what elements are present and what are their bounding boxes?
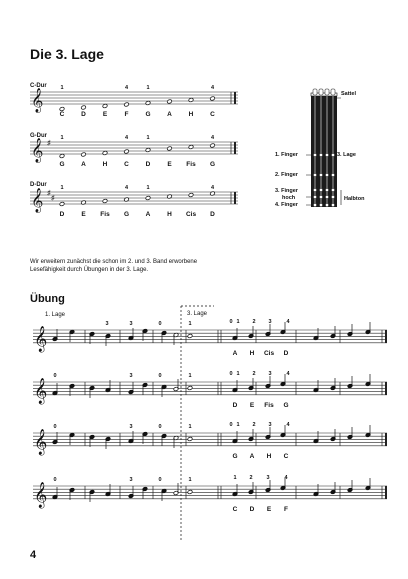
finger-position-dot <box>319 188 322 191</box>
scale-key-g: G-Dur <box>30 133 47 139</box>
finger-position-dot <box>325 188 328 191</box>
exercise-finger-number: 0 <box>53 477 57 483</box>
finger-position-dot <box>331 173 334 176</box>
exercise-note-name: D <box>249 506 255 513</box>
treble-clef-icon: 𝄞 <box>34 481 48 508</box>
scale-finger-number: 1 <box>60 85 64 91</box>
finger-position-dot <box>319 153 322 156</box>
scale-note <box>145 101 150 106</box>
finger-position-dot <box>325 153 328 156</box>
scale-note-name: C <box>124 161 129 168</box>
scale-note <box>167 99 172 104</box>
treble-clef-icon: 𝄞 <box>31 88 44 112</box>
exercise-note-name: A <box>249 453 255 460</box>
scale-note-name: A <box>81 161 86 168</box>
scale-finger-number: 1 <box>60 185 64 191</box>
scale-note-name: D <box>145 161 151 168</box>
scale-note-name: F <box>124 111 129 118</box>
finger-position-dot <box>319 173 322 176</box>
exercise-finger-number: 2 <box>252 371 256 377</box>
scale-note <box>188 145 193 150</box>
scale-finger-number: 4 <box>124 135 129 141</box>
scale-finger-number: 4 <box>210 135 215 141</box>
treble-clef-icon: 𝄞 <box>34 428 48 455</box>
scale-note-name: C <box>210 111 215 118</box>
exercise-note-name: G <box>283 402 289 409</box>
exercise-finger-number: 3 <box>266 475 270 481</box>
treble-clef-icon: 𝄞 <box>34 377 48 404</box>
scale-key-d: D-Dur <box>30 182 47 188</box>
fingerboard-sattel-label: Sattel <box>341 91 356 97</box>
scale-finger-number: 4 <box>210 185 215 191</box>
exercise-note <box>187 437 192 442</box>
scale-note-name: Cis <box>185 211 197 218</box>
exercise-note-name: E <box>266 506 272 513</box>
scale-note-name: D <box>81 111 86 118</box>
exercise-finger-number: 1 <box>188 424 192 430</box>
exercise-note-name: D <box>283 350 289 357</box>
string-peg <box>313 89 317 95</box>
finger-position-dot <box>313 203 316 206</box>
scale-note <box>188 193 193 198</box>
exercise-note-name: C <box>232 506 238 513</box>
exercise-finger-number: 0 <box>158 424 162 430</box>
string-peg <box>319 89 323 95</box>
exercise-note-name: H <box>249 350 255 357</box>
finger-position-dot <box>331 203 334 206</box>
scale-note <box>81 152 86 157</box>
exercise-finger-number: 3 <box>129 373 133 379</box>
finger-position-dot <box>319 203 322 206</box>
scale-note <box>210 143 215 148</box>
exercise-title: Übung <box>30 293 65 305</box>
exercise-finger-number: 4 <box>286 371 290 377</box>
finger-position-dot <box>331 188 334 191</box>
exercise-finger-number: 4 <box>286 319 290 325</box>
finger-position-dot <box>319 195 322 198</box>
page-title: Die 3. Lage <box>30 46 104 62</box>
exercise-finger-number: 1 <box>236 371 240 377</box>
exercise-finger-number: 0 <box>158 373 162 379</box>
lage1-label: 1. Lage <box>45 312 66 318</box>
exercise-finger-number: 0 <box>229 371 233 377</box>
scale-finger-number: 1 <box>146 85 150 91</box>
sharp-icon: ♯ <box>47 190 51 197</box>
scale-note-name: Fis <box>100 211 110 218</box>
scale-note-name: G <box>145 111 151 118</box>
scale-note <box>59 202 64 207</box>
scale-note-name: G <box>59 161 65 168</box>
treble-clef-icon: 𝄞 <box>34 325 48 352</box>
exercise-finger-number: 1 <box>188 321 192 327</box>
scale-finger-number: 1 <box>146 185 150 191</box>
exercise-finger-number: 3 <box>268 319 272 325</box>
finger-position-dot <box>325 203 328 206</box>
exercise-note-name: H <box>266 453 272 460</box>
finger-position-dot <box>325 195 328 198</box>
fingerboard-finger3-label: 3. Finger <box>275 188 298 194</box>
exercise-note <box>187 490 192 495</box>
exercise-note <box>187 386 192 391</box>
exercise-finger-number: 3 <box>129 321 133 327</box>
exercise-note-name: A <box>232 350 238 357</box>
exercise-finger-number: 0 <box>229 319 233 325</box>
exercise-note-name: Cis <box>263 350 275 357</box>
string-peg <box>331 89 335 95</box>
scale-finger-number: 4 <box>124 85 129 91</box>
scale-finger-number: 1 <box>60 135 64 141</box>
exercise-finger-number: 3 <box>129 424 133 430</box>
scale-note <box>145 196 150 201</box>
scale-note-name: D <box>210 211 215 218</box>
exercise-finger-number: 2 <box>252 422 256 428</box>
finger-position-dot <box>331 153 334 156</box>
exercise-finger-number: 3 <box>105 321 109 327</box>
exercise-finger-number: 3 <box>268 371 272 377</box>
lage3-label: 3. Lage <box>187 311 208 317</box>
exercise-note <box>187 334 192 339</box>
exercise-note-name: D <box>232 402 238 409</box>
finger-position-dot <box>325 173 328 176</box>
intro-line-2: Lesefähigkeit durch Übungen in der 3. Lage. <box>30 267 149 273</box>
scale-note-name: D <box>59 211 65 218</box>
finger-position-dot <box>313 153 316 156</box>
exercise-note-name: C <box>283 453 289 460</box>
fingerboard-hoch-label: hoch <box>282 195 296 201</box>
scale-finger-number: 1 <box>146 135 150 141</box>
exercise-finger-number: 0 <box>229 422 233 428</box>
scale-note-name: H <box>167 211 172 218</box>
exercise-finger-number: 3 <box>268 422 272 428</box>
scale-note-name: A <box>167 111 172 118</box>
fingerboard-finger4-label: 4. Finger <box>275 202 298 208</box>
finger-position-dot <box>313 173 316 176</box>
finger-position-dot <box>313 195 316 198</box>
finger-position-dot <box>313 188 316 191</box>
scale-note <box>210 96 215 101</box>
scale-note <box>124 149 129 154</box>
fingerboard-finger1-label: 1. Finger <box>275 152 298 158</box>
scale-note-name: G <box>209 161 216 168</box>
exercise-note-name: G <box>232 453 238 460</box>
fingerboard-halbton-label: Halbton <box>344 196 365 202</box>
treble-clef-icon: 𝄞 <box>31 138 44 162</box>
page-number: 4 <box>30 549 37 561</box>
exercise-finger-number: 0 <box>158 321 162 327</box>
scale-note <box>102 104 107 109</box>
intro-line-1: Wir erweitern zunächst die schon im 2. und 3. Band erworbene <box>30 259 198 265</box>
sharp-icon: ♯ <box>47 140 51 147</box>
exercise-note-name: F <box>284 506 288 513</box>
scale-note <box>102 199 107 204</box>
fingerboard-lage-label: 3. Lage <box>337 152 356 158</box>
exercise-finger-number: 0 <box>53 424 57 430</box>
scale-key-c: C-Dur <box>30 83 47 89</box>
scale-note <box>124 102 129 107</box>
scale-note <box>145 148 150 153</box>
scale-note-name: H <box>188 111 194 118</box>
scale-note-name: C <box>59 111 65 118</box>
scale-note <box>188 98 193 103</box>
exercise-finger-number: 2 <box>249 475 253 481</box>
exercise-finger-number: 0 <box>158 477 162 483</box>
exercise-finger-number: 3 <box>129 477 133 483</box>
scale-note <box>167 146 172 151</box>
fingerboard-finger2-label: 2. Finger <box>275 172 298 178</box>
exercise-finger-number: 1 <box>233 475 237 481</box>
scale-finger-number: 4 <box>124 185 129 191</box>
exercise-finger-number: 1 <box>188 477 192 483</box>
exercise-note-name: Fis <box>264 402 274 409</box>
scale-note-name: E <box>102 111 108 118</box>
scale-note-name: H <box>102 161 108 168</box>
exercise-finger-number: 1 <box>236 422 240 428</box>
scale-finger-number: 4 <box>210 85 215 91</box>
treble-clef-icon: 𝄞 <box>31 188 44 212</box>
exercise-finger-number: 1 <box>236 319 240 325</box>
sharp-icon: ♯ <box>51 195 55 202</box>
scale-note-name: E <box>167 161 172 168</box>
exercise-note-name: E <box>249 402 255 409</box>
exercise-finger-number: 4 <box>284 475 288 481</box>
exercise-finger-number: 1 <box>188 373 192 379</box>
scale-note-name: E <box>81 211 86 218</box>
scale-note <box>59 154 64 159</box>
exercise-finger-number: 2 <box>252 319 256 325</box>
string-peg <box>325 89 329 95</box>
scale-note <box>81 105 86 110</box>
scale-note-name: A <box>145 211 151 218</box>
exercise-finger-number: 0 <box>53 373 57 379</box>
exercise-finger-number: 4 <box>286 422 290 428</box>
finger-position-dot <box>331 195 334 198</box>
scale-note-name: Fis <box>186 161 196 168</box>
scale-note-name: G <box>123 211 130 218</box>
scale-note <box>102 151 107 156</box>
